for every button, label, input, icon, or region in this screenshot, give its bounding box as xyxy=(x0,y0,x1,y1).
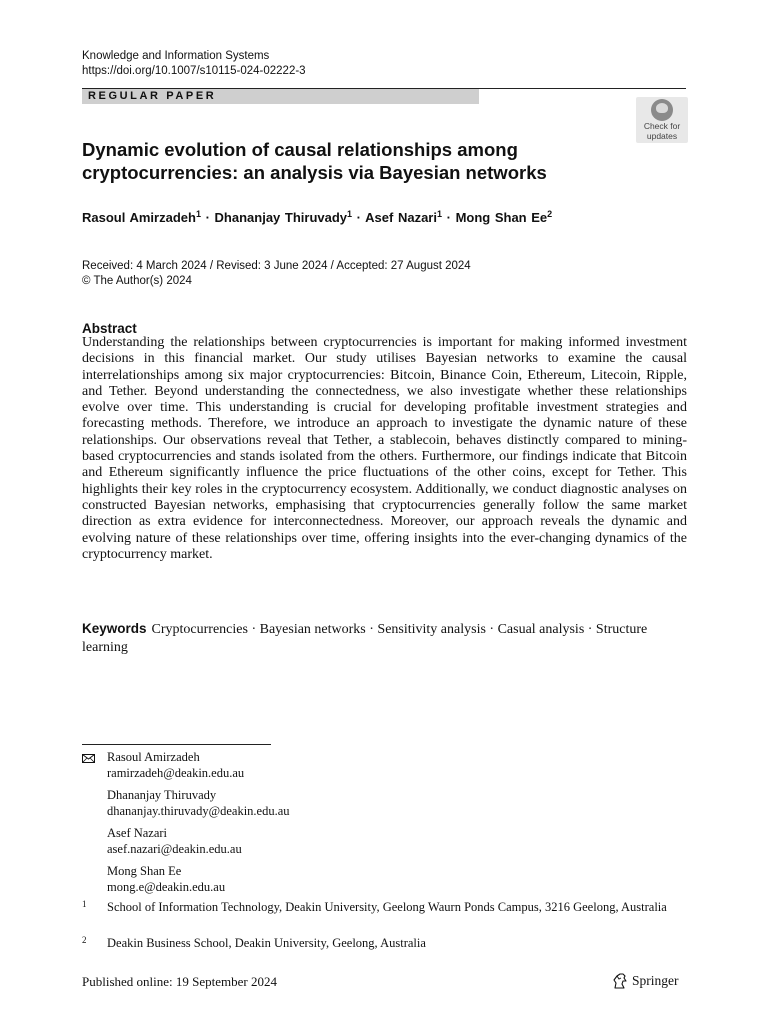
badge-text xyxy=(636,122,688,141)
badge-line-2: updates xyxy=(646,130,678,141)
author xyxy=(456,210,553,225)
abstract-heading: Abstract xyxy=(82,321,137,336)
contact-name: Rasoul Amirzadeh xyxy=(107,750,200,764)
author-separator: · xyxy=(205,210,210,225)
author-separator: · xyxy=(446,210,451,225)
contact-entry xyxy=(82,864,290,895)
affiliation xyxy=(82,900,667,916)
affiliation-number: 2 xyxy=(82,935,87,945)
badge-line-1: Check for xyxy=(643,121,681,131)
received-revised-accepted: Received: 4 March 2024 / Revised: 3 June 2024 / Accepted: 27 August 2024 xyxy=(82,260,471,272)
abstract-text: Understanding the relationships between cryptocurrencies is important for making informed investment decisions in this financial market. Our study utilises Bayesian networks to examine the causal interrelationships among six major cryptocurrencies: Bitcoin, Binance Coin, Ethereum, Litecoin, Ripple, and Tether. Beyond understanding the connectedness, we also investigate whether these relationships evolve over time. This understanding is crucial for developing profitable investment strategies and forecasting methods. Therefore, we introduce an approach to investigate the dynamic nature of these relationships. Our observations reveal that Tether, a stablecoin, behaves distinctly compared to mining-based cryptocurrencies and stands isolated from the others. Furthermore, our findings indicate that Bitcoin and Ethereum significantly influence the price fluctuations of the other coins, except for Tether. This highlights their key roles in the cryptocurrency ecosystem. Additionally, we conduct diagnostic analyses on constructed Bayesian networks, emphasising that cryptocurrencies generally follow the same market direction as extra evidence for interconnectedness. Moreover, our approach reveals the dynamic and evolving nature of these relationships over time, offering insights into the ever-changing dynamics of the cryptocurrency market. xyxy=(82,335,687,562)
journal-header xyxy=(82,49,306,79)
doi-link[interactable]: https://doi.org/10.1007/s10115-024-02222-3 xyxy=(82,65,306,77)
author xyxy=(365,210,442,225)
author-aff: 1 xyxy=(347,209,353,219)
contact-name: Asef Nazari xyxy=(107,826,168,840)
keywords-label: Keywords xyxy=(82,621,147,636)
author-aff: 1 xyxy=(195,209,201,219)
publisher-logo xyxy=(612,972,679,990)
author-name: Dhananjay Thiruvady xyxy=(214,210,348,225)
author xyxy=(82,210,201,225)
paper-title: Dynamic evolution of causal relationships among cryptocurrencies: an analysis via Bayesian networks xyxy=(82,139,547,183)
contact-name: Dhananjay Thiruvady xyxy=(107,788,217,802)
published-online: Published online: 19 September 2024 xyxy=(82,974,277,989)
envelope-icon xyxy=(82,754,95,763)
journal-name: Knowledge and Information Systems xyxy=(82,50,270,62)
affiliation xyxy=(82,936,667,952)
paper-type-label: REGULAR PAPER xyxy=(88,90,217,102)
author-name: Rasoul Amirzadeh xyxy=(82,210,196,225)
author-name: Asef Nazari xyxy=(365,210,437,225)
keywords-list: Cryptocurrencies · Bayesian networks · Sensitivity analysis · Casual analysis · Structure learning xyxy=(82,622,648,655)
badge-inner-mark xyxy=(656,103,668,113)
keywords xyxy=(82,620,687,657)
contact-entry xyxy=(82,826,290,857)
contact-email[interactable]: ramirzadeh@deakin.edu.au xyxy=(107,765,245,780)
contact-email[interactable]: mong.e@deakin.edu.au xyxy=(107,879,226,894)
contact-list xyxy=(82,750,290,902)
author-list xyxy=(82,206,552,226)
publisher-name: Springer xyxy=(632,973,679,988)
springer-horse-icon xyxy=(612,972,628,990)
contact-email[interactable]: dhananjay.thiruvady@deakin.edu.au xyxy=(107,803,290,818)
author-aff: 1 xyxy=(436,209,442,219)
history-dates xyxy=(82,259,471,289)
affiliation-text: Deakin Business School, Deakin University, Geelong, Australia xyxy=(107,936,426,950)
author-aff: 2 xyxy=(547,209,553,219)
contact-entry xyxy=(82,788,290,819)
footnote-rule xyxy=(82,744,271,745)
author-name: Mong Shan Ee xyxy=(455,210,548,225)
contact-entry xyxy=(82,750,290,781)
copyright: © The Author(s) 2024 xyxy=(82,275,192,287)
author-separator: · xyxy=(356,210,362,225)
affiliation-text: School of Information Technology, Deakin University, Geelong Waurn Ponds Campus, 3216 Geelong, Australia xyxy=(107,900,667,914)
affiliation-number: 1 xyxy=(82,899,87,909)
contact-email[interactable]: asef.nazari@deakin.edu.au xyxy=(107,841,242,856)
contact-name: Mong Shan Ee xyxy=(107,864,182,878)
author xyxy=(215,210,353,225)
